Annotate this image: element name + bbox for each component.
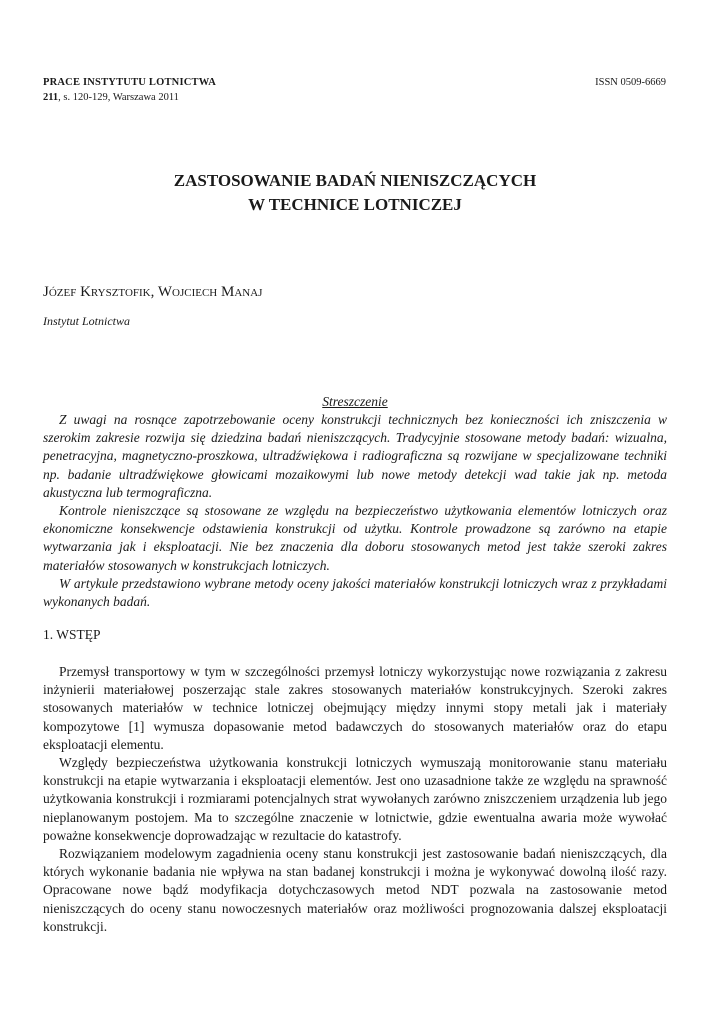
volume-info xyxy=(43,90,216,105)
abstract xyxy=(43,411,667,611)
section-body xyxy=(43,663,667,936)
body-paragraph: Przemysł transportowy w tym w szczególności przemysł lotniczy wykorzystując nowe rozwiązania z zakresu inżynierii materiałowej poszerzając stale zakres stosowanych materiałów konstrukcyjnych. Szeroki zakres stosowanych materiałów w technice lotniczej obejmujący między innymi stopy metali jak i materiały kompozytowe [1] wymusza dopasowanie metod badawczych do stosowanych materiałów oraz do etapu eksploatacji elementu. xyxy=(43,664,667,752)
pages-place-year: , s. 120-129, Warszawa 2011 xyxy=(58,92,179,103)
issn: ISSN 0509-6669 xyxy=(595,77,666,88)
body-paragraph: Względy bezpieczeństwa użytkowania konstrukcji lotniczych wymuszają monitorowanie stanu materiału konstrukcji na etapie wytwarzania i eksploatacji elementów. Jest ono uzasadnione także ze względu na sprawność użytkowania konstrukcji i rozmiarami potencjalnych strat wywołanych zarówno zniszczeniem urządzenia lub jego nieplanowanym postojem. Ma to szczególne znaczenie w lotnictwie, gdzie ewentualna awaria może wywołać poważne konsekwencje doprowadzając w rezultacie do katastrofy. xyxy=(43,755,667,843)
section-heading: 1. WSTĘP xyxy=(43,627,101,642)
title-line-2: W TECHNICE LOTNICZEJ xyxy=(248,195,462,214)
body-paragraph: Rozwiązaniem modelowym zagadnienia oceny stanu konstrukcji jest zastosowanie badań nieniszczących, dla których wykonanie badania nie wpływa na stan badanej konstrukcji i można je wykonywać dowolną ilość razy. Opracowane nowe bądź modyfikacja dotychczasowych metod NDT pozwala na zastosowanie metod nieniszczących do oceny stanu nowoczesnych materiałów oraz możliwości prognozowania dalszej eksploatacji konstrukcji. xyxy=(43,846,667,934)
abstract-heading: Streszczenie xyxy=(322,394,388,409)
volume-number: 211 xyxy=(43,92,59,103)
abstract-paragraph: Kontrole nieniszczące są stosowane ze względu na bezpieczeństwo użytkowania elementów lotniczych oraz ekonomiczne konsekwencje odstawienia konstrukcji od użytku. Kontrole prowadzone są zarówno na etapie wytwarzania jak i eksploatacji. Nie bez znaczenia dla doboru stosowanych metod jest także szeroki zakres materiałów stosowanych w konstrukcjach lotniczych. xyxy=(43,503,667,573)
authors: Józef Krysztofik, Wojciech Manaj xyxy=(43,284,263,300)
abstract-paragraph: W artykule przedstawiono wybrane metody oceny jakości materiałów konstrukcji lotniczych wraz z przykładami wykonanych badań. xyxy=(43,575,667,610)
title-line-1: ZASTOSOWANIE BADAŃ NIENISZCZĄCYCH xyxy=(173,171,537,190)
affiliation: Instytut Lotnictwa xyxy=(43,314,130,328)
journal-name: PRACE INSTYTUTU LOTNICTWA xyxy=(43,77,217,88)
abstract-paragraph: Z uwagi na rosnące zapotrzebowanie oceny konstrukcji technicznych bez konieczności ich zniszczenia w szerokim zakresie rozwija się dziedzina badań nieniszczących. Tradycyjnie stosowane metody badań: wizualna, penetracyjna, magnetyczno-proszkowa, ultradźwiękowa i radiograficzna są rozwijane w specjalizowane techniki np. badanie ultradźwiękowe głowicami mozaikowymi lub nowe metody detekcji wad takie jak np. metoda akustyczna lub termograficzna. xyxy=(43,412,667,500)
journal-header xyxy=(43,75,216,105)
article-title xyxy=(43,169,667,217)
